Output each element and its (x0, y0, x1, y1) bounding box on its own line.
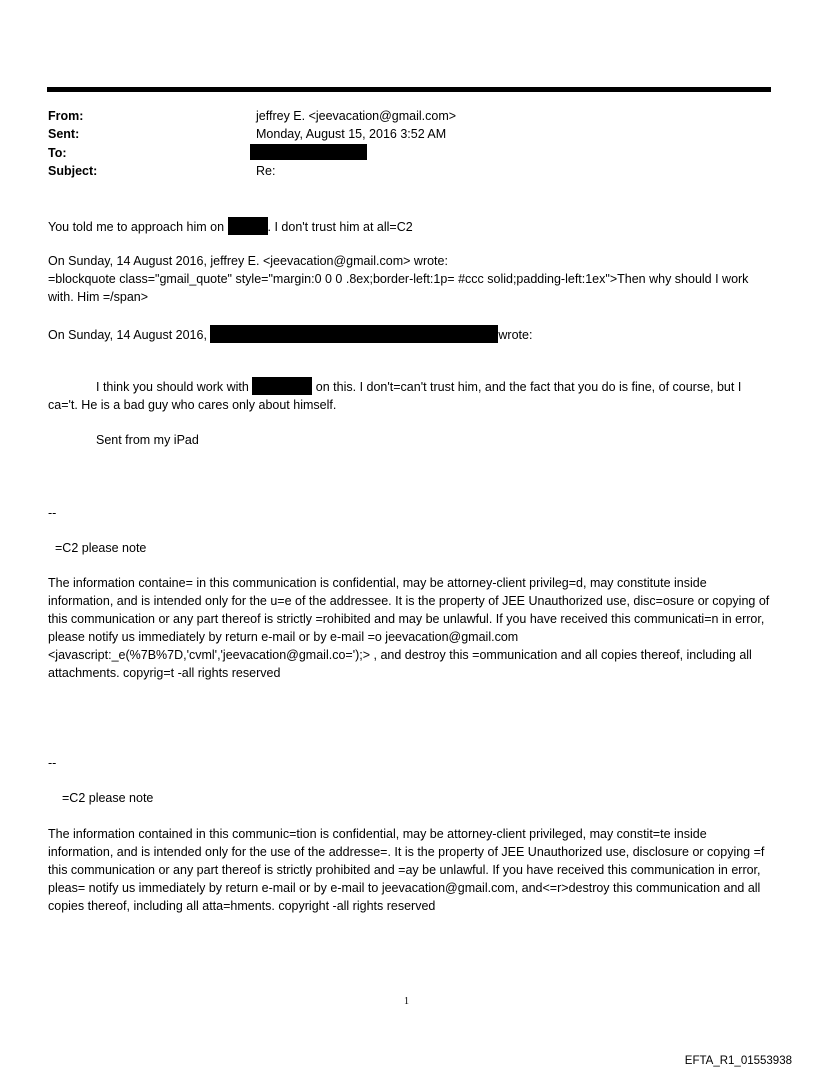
quote-header-1: On Sunday, 14 August 2016, jeffrey E. <jeevacation@gmail.com> wrote: (48, 254, 448, 268)
page-number: 1 (404, 996, 409, 1007)
message-line-1-end: . I don't trust him at all=C2 (267, 220, 413, 234)
quote-header-2-start: On Sunday, 14 August 2016, (48, 328, 211, 342)
name-redaction (228, 217, 268, 235)
quote-header-2 (48, 325, 532, 343)
signature-dash-1: -- (48, 506, 57, 520)
sent-from-ipad: Sent from my iPad (96, 433, 199, 447)
quoted-message (48, 377, 772, 414)
disclaimer-1: The information containe= in this communication is confidential, may be attorney-client privileg=d, may constitute inside information, and is intended only for the u=e of the addressee. It is the property of JEE Unauthorized use, disc=osure or copying of this communication or any part thereof is strictly =rohibited and may be unlawful. If you have received this communicati=n in error, please notify us immediately by return e-mail or by e-mail =o jeevacation@gmail.com <javascript:_e(%7B%7D,'cvml','jeevacation@gmail.co=');> , and destroy this =ommunication and all copies thereof, including all attachments. copyrig=t -all rights reserved (48, 576, 770, 680)
message-line-1 (48, 217, 413, 235)
from-label: From: (48, 109, 84, 123)
quoted-message-start: I think you should work with (96, 380, 253, 394)
quoted-message-end: on this. I don't=can't trust him, and the fact that you do is fine, of course, but I ca='t. He is a bad guy who cares only about himself. (48, 380, 742, 412)
from-value: jeffrey E. <jeevacation@gmail.com> (256, 109, 457, 123)
please-note-2: =C2 please note (62, 791, 154, 805)
subject-value: Re: (256, 164, 276, 178)
quote-header-2-end: wrote: (498, 328, 533, 342)
signature-dash-2: -- (48, 756, 57, 770)
disclaimer-2: The information contained in this communic=tion is confidential, may be attorney-client privileged, may constit=te inside information, and is intended only for the use of the addresse=. It is the property of JEE Unauthorized use, disclosure or copying =f this communication or any part thereof is strictly prohibited and =ay be unlawful. If you have received this communication in error, pleas= notify us immediately by return e-mail or by e-mail to jeevacation@gmail.com, and<=r>destroy this communication and all copies thereof, including all atta=hments. copyright -all rights reserved (48, 827, 765, 913)
please-note-1: =C2 please note (55, 541, 147, 555)
bates-number: EFTA_R1_01553938 (684, 1055, 792, 1067)
person-redaction (252, 377, 312, 395)
to-redaction (250, 144, 367, 160)
sender-redaction (210, 325, 498, 343)
header-rule (47, 87, 771, 92)
to-label: To: (48, 146, 67, 160)
message-line-1-start: You told me to approach him on (48, 220, 228, 234)
sent-value: Monday, August 15, 2016 3:52 AM (256, 127, 447, 141)
subject-label: Subject: (48, 164, 98, 178)
quoted-html-text: =blockquote class="gmail_quote" style="margin:0 0 0 .8ex;border-left:1p= #ccc solid;padding-left:1ex">Then why should I work with. Him =/span> (48, 272, 749, 304)
sent-label: Sent: (48, 127, 80, 141)
